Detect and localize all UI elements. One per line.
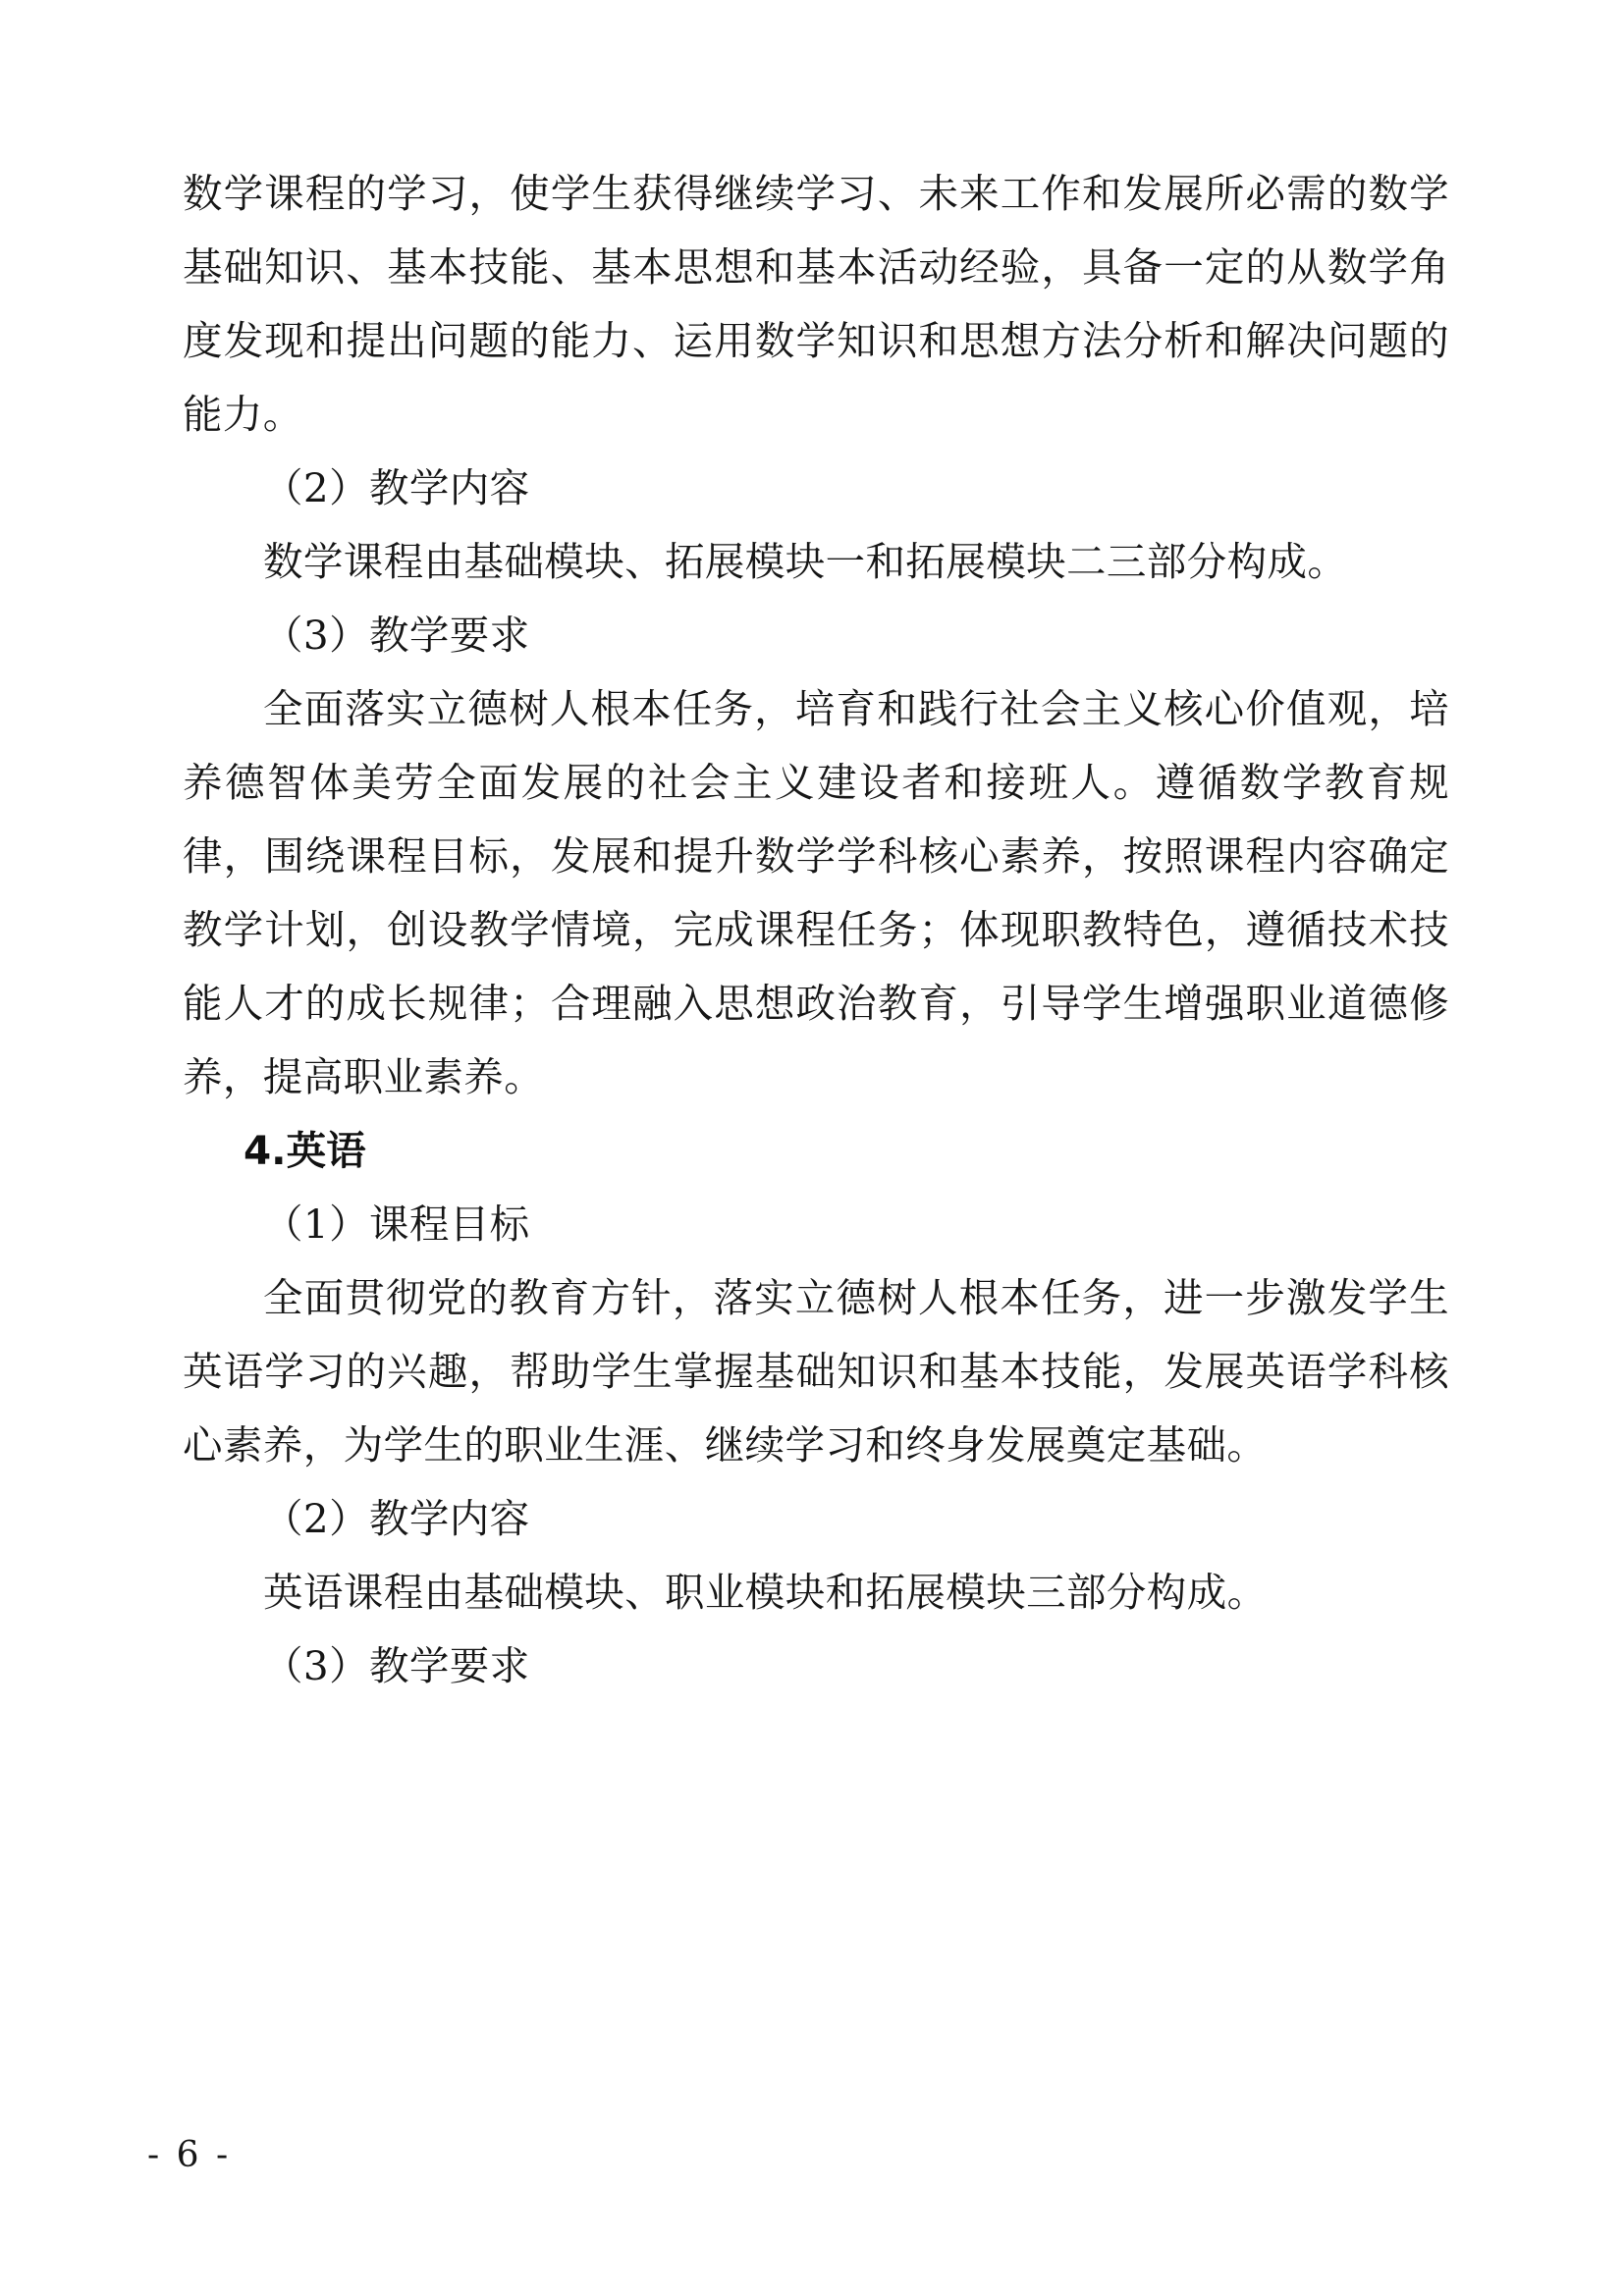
page-number: - 6 -	[147, 2135, 232, 2175]
paragraph-english-content-body: 英语课程由基础模块、职业模块和拓展模块三部分构成。	[263, 1569, 1268, 1616]
document-body	[183, 157, 1449, 1703]
paragraph-english-requirements-heading: （3）教学要求	[263, 1642, 530, 1689]
paragraph-math-content-body: 数学课程由基础模块、拓展模块一和拓展模块二三部分构成。	[263, 538, 1348, 585]
paragraph-math-goal-continued: 数学课程的学习，使学生获得继续学习、未来工作和发展所必需的数学基础知识、基本技能、基本思想和基本活动经验，具备一定的从数学角度发现和提出问题的能力、运用数学知识和思想方法分析和解决问题的能力。	[183, 170, 1449, 438]
paragraph-math-content-heading: （2）教学内容	[263, 464, 530, 511]
paragraph-math-requirements-heading: （3）教学要求	[263, 612, 530, 659]
paragraph-math-requirements-body: 全面落实立德树人根本任务，培育和践行社会主义核心价值观，培养德智体美劳全面发展的社会主义建设者和接班人。遵循数学教育规律，围绕课程目标，发展和提升数学学科核心素养，按照课程内容确定教学计划，创设教学情境，完成课程任务；体现职教特色，遵循技术技能人才的成长规律；合理融入思想政治教育，引导学生增强职业道德修养，提高职业素养。	[183, 685, 1449, 1100]
section-heading-english: 4.英语	[244, 1127, 366, 1174]
paragraph-english-goal-heading: （1）课程目标	[263, 1201, 530, 1248]
paragraph-english-goal-body: 全面贯彻党的教育方针，落实立德树人根本任务，进一步激发学生英语学习的兴趣，帮助学生掌握基础知识和基本技能，发展英语学科核心素养，为学生的职业生涯、继续学习和终身发展奠定基础。	[183, 1274, 1449, 1468]
paragraph-english-content-heading: （2）教学内容	[263, 1495, 530, 1542]
